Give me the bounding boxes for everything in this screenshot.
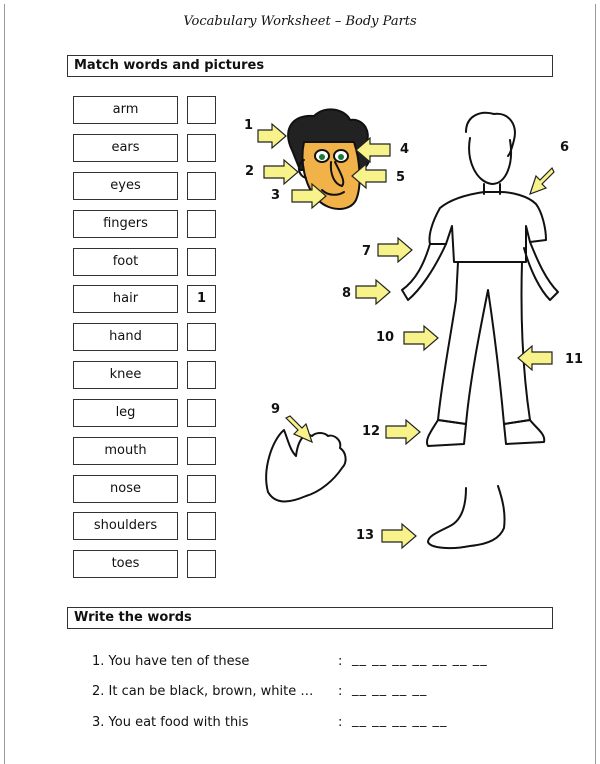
foot-drawing — [428, 486, 505, 548]
arrow-7-icon — [378, 238, 412, 262]
question-2-text: 2. It can be black, brown, white … — [92, 684, 314, 699]
man-left-shoe-drawing — [427, 420, 466, 446]
arrow-10-icon — [404, 326, 438, 350]
man-shirt-drawing — [429, 192, 546, 262]
picture-label-4: 4 — [400, 142, 410, 157]
word-box-toes: toes — [73, 550, 178, 578]
question-2-answer-blank[interactable]: __ __ __ __ — [352, 682, 428, 697]
word-box-foot: foot — [73, 248, 178, 276]
word-box-shoulders: shoulders — [73, 512, 178, 540]
picture-label-5: 5 — [396, 170, 406, 185]
arrow-2-icon — [264, 160, 298, 184]
arrow-8-icon — [356, 280, 390, 304]
picture-label-1: 1 — [244, 118, 254, 133]
question-1-colon: : — [338, 654, 343, 669]
hand-drawing — [266, 430, 345, 502]
write-section-heading: Write the words — [67, 607, 553, 629]
man-right-arm-drawing — [524, 242, 558, 300]
worksheet-title: Vocabulary Worksheet – Body Parts — [183, 14, 417, 29]
word-box-hair: hair — [73, 285, 178, 313]
picture-label-13: 13 — [356, 528, 375, 543]
arrow-6-icon — [530, 168, 554, 194]
picture-label-12: 12 — [362, 424, 381, 439]
picture-label-10: 10 — [376, 330, 395, 345]
picture-label-6: 6 — [560, 140, 570, 155]
arrow-13-icon — [382, 524, 416, 548]
question-2-colon: : — [338, 684, 343, 699]
man-hair-drawing — [466, 113, 515, 156]
question-3-colon: : — [338, 715, 343, 730]
word-box-nose: nose — [73, 475, 178, 503]
word-box-ears: ears — [73, 134, 178, 162]
question-1-answer-blank[interactable]: __ __ __ __ __ __ __ — [352, 652, 488, 667]
man-right-shoe-drawing — [504, 420, 544, 444]
answer-box-hair[interactable]: 1 — [187, 285, 216, 313]
arrow-9-icon — [286, 416, 312, 442]
word-box-mouth: mouth — [73, 437, 178, 465]
picture-label-3: 3 — [271, 188, 281, 203]
question-1-text: 1. You have ten of these — [92, 654, 250, 669]
word-box-fingers: fingers — [73, 210, 178, 238]
man-face-drawing — [469, 138, 511, 184]
right-pupil-drawing — [338, 154, 344, 160]
man-trousers-drawing — [438, 262, 530, 424]
picture-label-11: 11 — [565, 352, 584, 367]
picture-label-8: 8 — [342, 286, 352, 301]
picture-label-7: 7 — [362, 244, 372, 259]
picture-label-9: 9 — [271, 402, 281, 417]
arrow-12-icon — [386, 420, 420, 444]
word-box-eyes: eyes — [73, 172, 178, 200]
picture-label-2: 2 — [245, 164, 255, 179]
left-pupil-drawing — [319, 154, 325, 160]
word-box-knee: knee — [73, 361, 178, 389]
match-section-heading: Match words and pictures — [67, 55, 553, 77]
word-box-arm: arm — [73, 96, 178, 124]
arrow-1-icon — [258, 124, 286, 148]
word-box-leg: leg — [73, 399, 178, 427]
question-3-text: 3. You eat food with this — [92, 715, 249, 730]
word-box-hand: hand — [73, 323, 178, 351]
question-3-answer-blank[interactable]: __ __ __ __ __ — [352, 713, 448, 728]
